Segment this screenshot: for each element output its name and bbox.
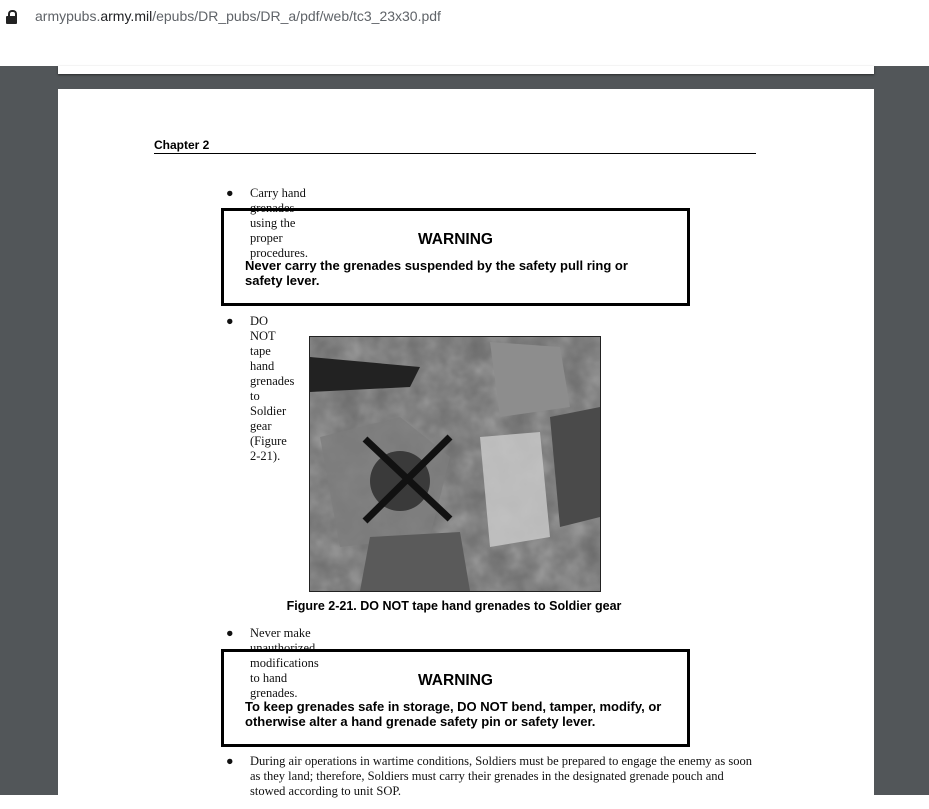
bullet-icon: ● [226, 754, 234, 768]
warning-box [221, 208, 690, 306]
figure-caption: Figure 2-21. DO NOT tape hand grenades to Soldier gear [286, 599, 622, 613]
warning-box [221, 649, 690, 747]
warning-title: WARNING [418, 231, 493, 248]
lock-icon[interactable] [6, 10, 17, 24]
warning-text: Never carry the grenades suspended by the safety pull ring or safety lever. [245, 258, 628, 288]
chapter-header: Chapter 2 [154, 138, 756, 154]
url-domain: army.mil [100, 8, 153, 24]
url-text[interactable]: armypubs.army.mil/epubs/DR_pubs/DR_a/pdf/web/tc3_23x30.pdf [35, 8, 441, 24]
address-bar[interactable] [0, 0, 929, 66]
pdf-viewer[interactable] [0, 66, 929, 798]
bullet-icon: ● [226, 314, 234, 328]
url-path: /epubs/DR_pubs/DR_a/pdf/web/tc3_23x30.pdf [152, 8, 441, 24]
bullet-icon: ● [226, 626, 234, 640]
warning-title: WARNING [418, 672, 493, 689]
bullet-icon: ● [226, 186, 234, 200]
previous-page [58, 66, 874, 74]
warning-text: To keep grenades safe in storage, DO NOT bend, tamper, modify, or otherwise alter a hand grenade safety pin or safety lever. [245, 699, 662, 729]
pdf-page: Chapter 2 ● Carry hand grenades using the proper procedures. WARNING Never carry the grenades suspended by the safety pull ring or safety lever. ● DO NOT tape hand grenades to Soldier gear (Figure 2-21). Figure 2-21. DO NOT tape hand grenades to Soldier gear ● Never make unauthorized modifications to hand grenades. WARNING To keep grenades safe in storage, DO NOT bend, tamper, modify, or otherwise alter a hand grenade safety pin or safety lever. ● During air operations in wartime conditions, Soldiers must be prepared to engage the enemy as soon as they land; therefore, Soldiers must carry their grenades in the designated grenade pouch and stowed according to unit SOP. [58, 89, 874, 809]
figure-photo [309, 336, 601, 592]
